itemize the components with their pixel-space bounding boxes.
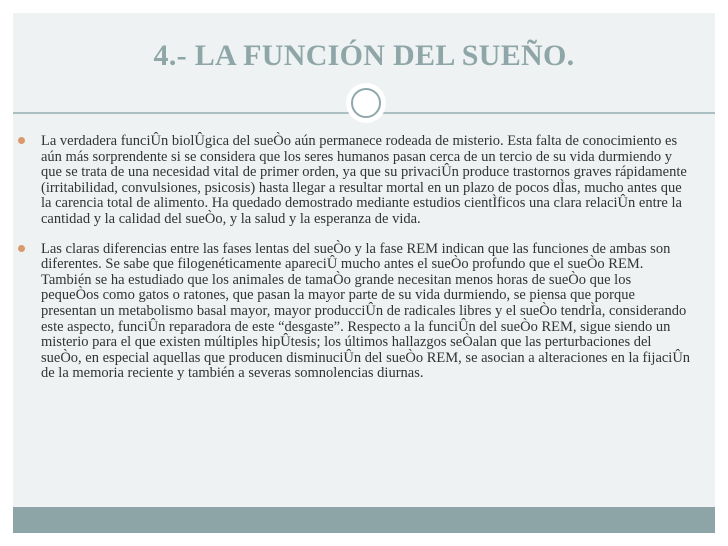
bullet-dot-icon [18, 245, 25, 252]
bullet-text: Las claras diferencias entre las fases lentas del sueÒo y la fase REM indican que las funciones de ambas son diferentes. Se sabe que filogenéticamente apareciÛ mucho antes el sueÒo profundo que el sueÒo REM. También se ha estudiado que los animales de tamaÒo grande necesitan menos horas de sueÒo que los pequeÒos como gatos o ratones, que pasan la mayor parte de su vida durmiendo, se piensa que porque presentan un metabolismo basal mayor, mayor producciÛn de radicales libres y el sueÒo tendrÌa, considerando este aspecto, funciÛn reparadora de este “desgaste”. Respecto a la funciÛn del sueÒo REM, sigue siendo un misterio para el que existen múltiples hipÛtesis; los últimos hallazgos seÒalan que las perturbaciones del sueÒo, en especial aquellas que producen disminuciÛn del sueÒo REM, se asocian a alteraciones en la fijaciÛn de la memoria reciente y también a severas somnolencias diurnas. [41, 240, 691, 382]
bullet-item [18, 134, 692, 228]
bullet-item [18, 242, 692, 382]
circle-ornament-icon [351, 88, 381, 118]
bullet-text: La verdadera funciÛn biolÛgica del sueÒo aún permanece rodeada de misterio. Esta falta de conocimiento es aún más sorprendente si se considera que los seres humanos pasan cerca de un tercio de su vida durmiendo y que se trata de una necesidad vital de primer orden, ya que su privaciÛn produce trastornos graves rápidamente (irritabilidad, convulsiones, psicosis) hasta llegar a resultar mortal en un plazo de pocos dÌas, mucho antes que la carencia total de alimento. Ha quedado demostrado mediante estudios cientÌficos una clara relaciÛn entre la cantidad y la calidad del sueÒo, y la salud y la esperanza de vida. [41, 133, 687, 227]
bullet-list [18, 134, 692, 396]
footer-bar [13, 507, 715, 533]
slide-title: 4.- LA FUNCIÓN DEL SUEÑO. [153, 39, 575, 72]
bullet-dot-icon [18, 137, 25, 144]
